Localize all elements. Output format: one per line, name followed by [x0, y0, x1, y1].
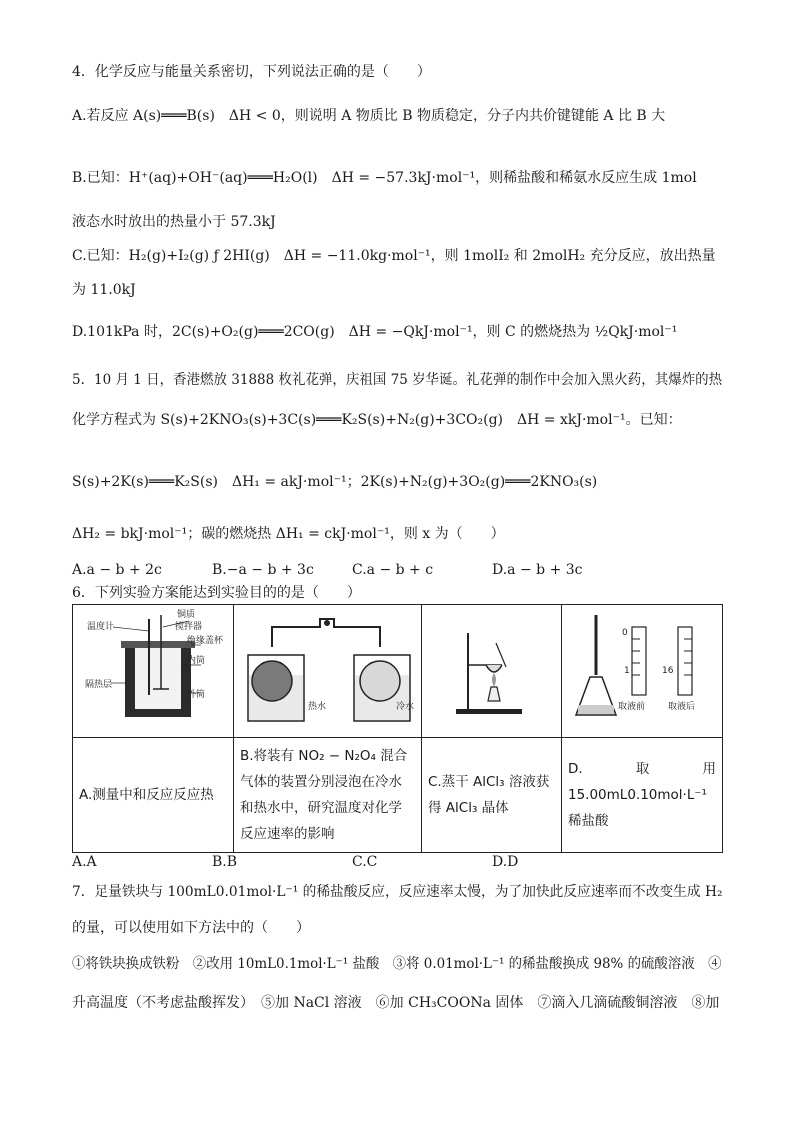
label-zero: 0 [622, 628, 628, 638]
option-d-volume: 15.00mL0.10mol·L⁻¹ [568, 787, 707, 803]
q5-option-d: D.a − b + 3c [492, 562, 583, 578]
q5-line3: S(s)+2K(s)═══K₂S(s) ΔH₁ = akJ·mol⁻¹；2K(s)+N₂(g)+3O₂(g)═══2KNO₃(s) [72, 474, 598, 490]
option-b-line: B.将装有 NO₂ − N₂O₄ 混合 [240, 748, 408, 764]
label-sixteen: 16 [662, 666, 674, 676]
insulated-lid [121, 641, 195, 648]
label-stirrer: 搅拌器 [175, 622, 203, 632]
q7-line1: 7．足量铁块与 100mL0.01mol·L⁻¹ 的稀盐酸反应，反应速率太慢，为了加快此反应速率而不改变生成 H₂ [72, 884, 723, 900]
stopcock-icon [324, 620, 330, 626]
figure-a-cell [73, 605, 234, 738]
figure-d-cell [562, 605, 723, 738]
inner-cylinder [135, 645, 181, 709]
flame-icon [492, 673, 496, 687]
evaporating-dish [486, 665, 502, 672]
label-thermometer: 温度计 [87, 622, 115, 632]
option-d-prefix: D. [568, 761, 583, 777]
label-one: 1 [624, 666, 630, 676]
option-d-first-line [568, 756, 716, 782]
q5-line1: 5．10 月 1 日，香港燃放 31888 枚礼花弹，庆祖国 75 岁华诞。礼花弹的制作中会加入黑火药，其爆炸的热 [72, 372, 723, 388]
figure-b-cell [234, 605, 422, 738]
evaporation-figure [422, 605, 562, 733]
q6-option-d: D.D [492, 854, 519, 870]
option-d-use: 用 [702, 761, 716, 777]
q6-stem: 6．下列实验方案能达到实验目的的是（ ） [72, 585, 361, 601]
q4-option-a: A.若反应 A(s)═══B(s) ΔH < 0，则说明 A 物质比 B 物质稳定，分子内共价键键能 A 比 B 大 [72, 108, 666, 124]
label-hot-water: 热水 [308, 702, 327, 712]
burette-figure [562, 605, 723, 733]
q4-option-c-line2: 为 11.0kJ [72, 282, 136, 298]
no2-flasks-figure [234, 605, 422, 733]
q4-stem: 4．化学反应与能量关系密切，下列说法正确的是（ ） [72, 64, 431, 80]
q5-option-c: C.a − b + c [352, 562, 434, 578]
q6-option-c: C.C [352, 854, 378, 870]
label-insulation: 隔热层 [85, 680, 113, 690]
q4-option-b-line1: B.已知：H⁺(aq)+OH⁻(aq)═══H₂O(l) ΔH = −57.3kJ·mol⁻¹，则稀盐酸和稀氨水反应生成 1mol [72, 170, 697, 186]
label-after: 取液后 [668, 702, 696, 712]
figure-c-cell [422, 605, 562, 738]
label-before: 取液前 [618, 702, 646, 712]
label-copper: 铜质 [177, 610, 196, 620]
q4-option-d: D.101kPa 时，2C(s)+O₂(g)═══2CO(g) ΔH = −QkJ·mol⁻¹，则 C 的燃烧热为 ½QkJ·mol⁻¹ [72, 324, 678, 340]
q7-line2: 的量，可以使用如下方法中的（ ） [72, 920, 310, 936]
q5-option-a: A.a − b + 2c [72, 562, 162, 578]
q5-line2: 化学方程式为 S(s)+2KNO₃(s)+3C(s)═══K₂S(s)+N₂(g)+3CO₂(g) ΔH = xkJ·mol⁻¹。已知： [72, 412, 682, 428]
q6-option-a: A.A [72, 854, 97, 870]
alcohol-lamp [488, 687, 500, 701]
option-c-text [422, 738, 562, 853]
scale-after [678, 627, 692, 695]
option-a-text: A.测量中和反应反应热 [73, 738, 234, 853]
light-flask [360, 661, 400, 701]
glass-rod [496, 643, 506, 667]
option-c-line: 得 AlCl₃ 晶体 [428, 800, 509, 816]
option-b-line: 气体的装置分别浸泡在冷水 [240, 774, 402, 790]
option-b-line: 反应速率的影响 [240, 826, 335, 842]
q7-line4: 升高温度（不考虑盐酸挥发） ⑤加 NaCl 溶液 ⑥加 CH₃COONa 固体 ⑦滴入几滴硫酸铜溶液 ⑧加 [72, 995, 720, 1011]
q6-option-b: B.B [212, 854, 238, 870]
q4-option-b-line2: 液态水时放出的热量小于 57.3kJ [72, 214, 276, 230]
label-outer: 外筒 [187, 690, 206, 700]
label-inner: 内筒 [187, 656, 206, 666]
scale-before [632, 627, 646, 695]
dark-flask [252, 661, 292, 701]
option-d-take: 取 [635, 761, 650, 777]
option-d-text [562, 738, 723, 853]
q5-line4: ΔH₂ = bkJ·mol⁻¹；碳的燃烧热 ΔH₁ = ckJ·mol⁻¹，则 x 为（ ） [72, 526, 505, 542]
q4-option-c-line1: C.已知：H₂(g)+I₂(g) ƒ 2HI(g) ΔH = −11.0kg·mol⁻¹，则 1molI₂ 和 2molH₂ 充分反应，放出热量 [72, 248, 716, 264]
q7-line3: ①将铁块换成铁粉 ②改用 10mL0.1mol·L⁻¹ 盐酸 ③将 0.01mol·L⁻¹ 的稀盐酸换成 98% 的硫酸溶液 ④ [72, 956, 722, 972]
label-cold-water: 冷水 [395, 702, 414, 712]
option-b-text [234, 738, 422, 853]
stand-base [456, 709, 522, 714]
experiment-table [72, 604, 723, 853]
option-d-acid: 稀盐酸 [568, 813, 609, 829]
label-lid: 绝缘盖杯 [187, 636, 224, 646]
option-b-line: 和热水中，研究温度对化学 [240, 800, 402, 816]
calorimeter-figure [73, 605, 234, 733]
q5-option-b: B.−a − b + 3c [212, 562, 314, 578]
option-c-line: C.蒸干 AlCl₃ 溶液获 [428, 774, 550, 790]
